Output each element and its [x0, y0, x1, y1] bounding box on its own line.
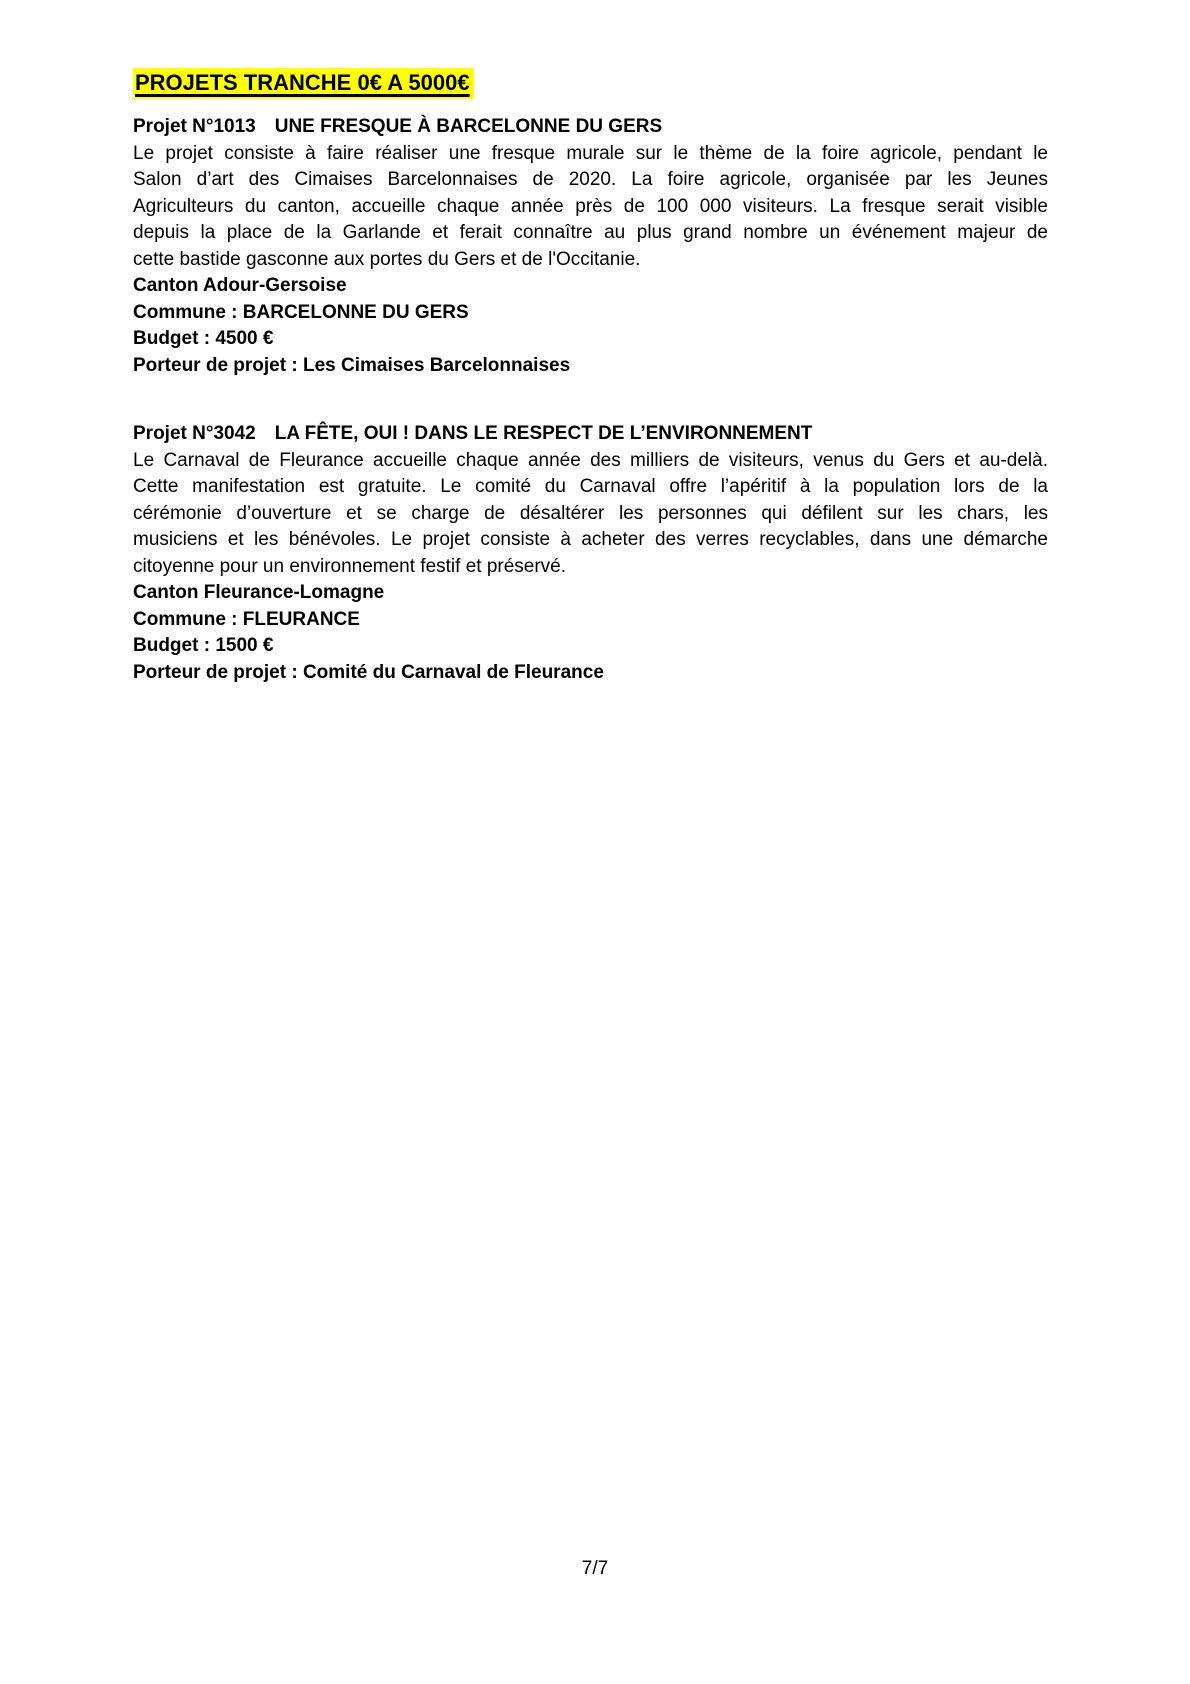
- description-line: Salon d’art des Cimaises Barcelonnaises de 2020. La foire agricole, organisée par les Jeunes: [133, 169, 1048, 190]
- description-line: cérémonie d’ouverture et se charge de désaltérer les personnes qui défilent sur les chars, les: [133, 502, 1048, 524]
- page-number: 7/7: [581, 1558, 609, 1579]
- project-number: Projet N°3042: [133, 423, 256, 444]
- project-title: UNE FRESQUE À BARCELONNE DU GERS: [274, 116, 663, 137]
- description-line: cette bastide gasconne aux portes du Gers et de l'Occitanie.: [133, 248, 641, 270]
- description-line: Agriculteurs du canton, accueille chaque année près de 100 000 visiteurs. La fresque serait visible: [133, 195, 1048, 217]
- project-budget: Budget : 1500 €: [133, 635, 274, 656]
- project-section-1013: [133, 114, 1048, 379]
- description-line: Cette manifestation est gratuite. Le comité du Carnaval offre l’apéritif à la population lors de la: [133, 476, 1048, 497]
- project-description: [133, 141, 1048, 274]
- project-canton: Canton Adour-Gersoise: [133, 275, 347, 296]
- project-budget: Budget : 4500 €: [133, 328, 274, 349]
- project-porteur: Porteur de projet : Les Cimaises Barcelonnaises: [133, 354, 571, 376]
- project-description: [133, 448, 1048, 581]
- project-porteur: Porteur de projet : Comité du Carnaval de Fleurance: [133, 661, 604, 683]
- description-line: depuis la place de la Garlande et ferait connaître au plus grand nombre un événement majeur de: [133, 222, 1048, 243]
- description-line: Le Carnaval de Fleurance accueille chaque année des milliers de visiteurs, venus du Gers et au-delà.: [133, 449, 1048, 471]
- highlighted-title: PROJETS TRANCHE 0€ A 5000€: [133, 68, 474, 99]
- description-line: citoyenne pour un environnement festif et préservé.: [133, 555, 567, 577]
- description-line: Le projet consiste à faire réaliser une fresque murale sur le thème de la foire agricole, pendant le: [133, 142, 1048, 164]
- project-commune: Commune : FLEURANCE: [133, 608, 360, 630]
- project-section-3042: [133, 421, 1048, 686]
- project-title: LA FÊTE, OUI ! DANS LE RESPECT DE L’ENVIRONNEMENT: [274, 423, 813, 444]
- project-canton: Canton Fleurance-Lomagne: [133, 582, 385, 603]
- project-heading: [133, 114, 1048, 141]
- page-content: [133, 64, 1048, 686]
- description-line: musiciens et les bénévoles. Le projet consiste à acheter des verres recyclables, dans une démarche: [133, 529, 1048, 550]
- project-number: Projet N°1013: [133, 116, 256, 137]
- project-heading: [133, 421, 1048, 448]
- project-commune: Commune : BARCELONNE DU GERS: [133, 301, 469, 323]
- document-title: [133, 64, 1048, 102]
